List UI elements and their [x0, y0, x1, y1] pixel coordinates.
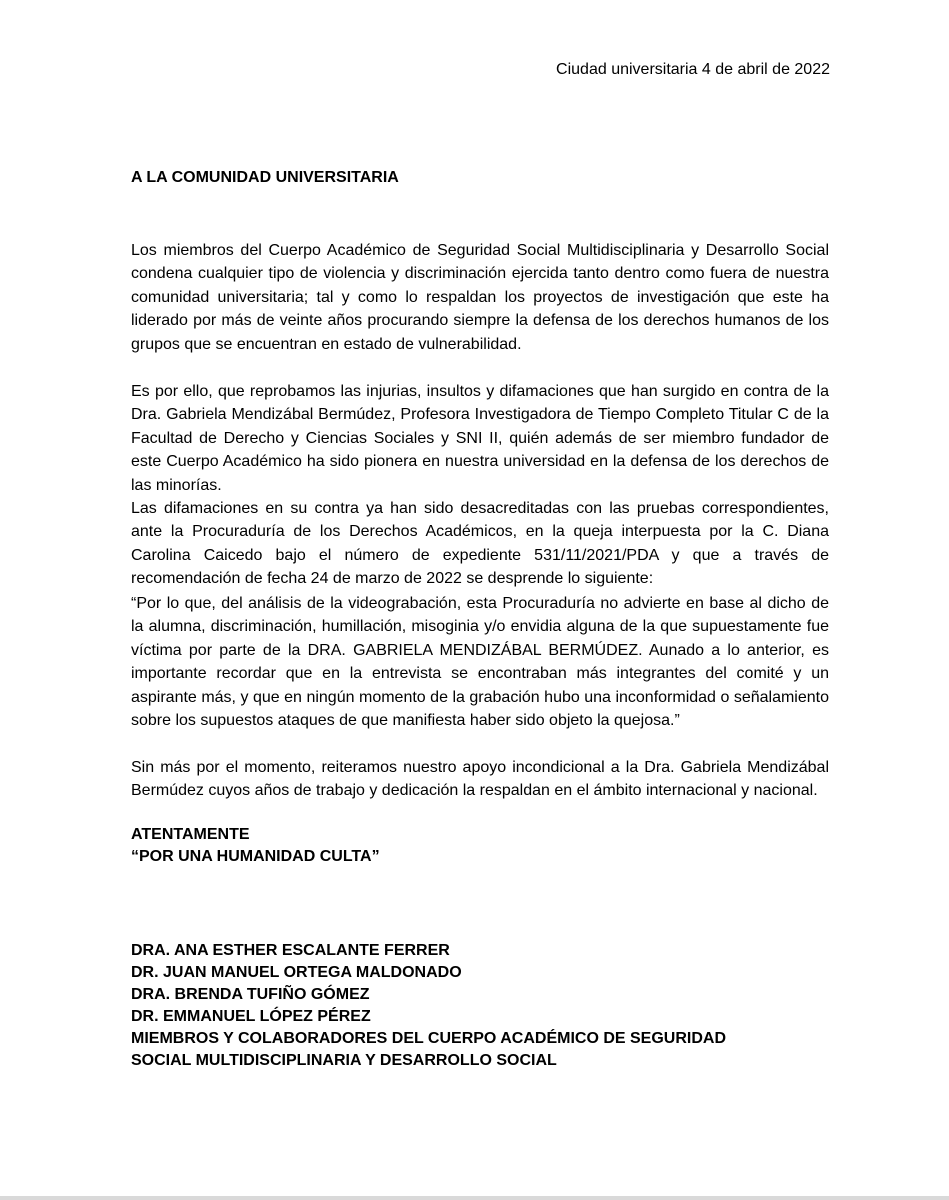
- closing-salutation: ATENTAMENTE: [131, 826, 250, 843]
- date-line: Ciudad universitaria 4 de abril de 2022: [556, 61, 830, 78]
- paragraph-text: Las difamaciones en su contra ya han sido desacreditadas con las pruebas correspondientes, ante la Procuraduría de los Derechos Académicos, en la queja interpuesta por la C. Diana Carolina Caicedo bajo el número de expediente 531/11/2021/PDA y que a través de recomendación de fecha 24 de marzo de 2022 se desprende lo siguiente:: [131, 500, 829, 588]
- signatory-line: DR. JUAN MANUEL ORTEGA MALDONADO: [131, 964, 462, 981]
- closing-motto: “POR UNA HUMANIDAD CULTA”: [131, 848, 380, 865]
- paragraph-text: Sin más por el momento, reiteramos nuestro apoyo incondicional a la Dra. Gabriela Mendizábal Bermúdez cuyos años de trabajo y dedicación la respaldan en el ámbito internacional y nacional.: [131, 759, 829, 800]
- closing-block: [131, 824, 380, 868]
- page-bottom-border: [0, 1196, 949, 1200]
- signatories-block: [131, 940, 726, 1072]
- paragraph-quotation: [131, 592, 829, 732]
- signatory-line: DRA. BRENDA TUFIÑO GÓMEZ: [131, 986, 370, 1003]
- paragraph-reproach: [131, 380, 829, 591]
- signatory-line: SOCIAL MULTIDISCIPLINARIA Y DESARROLLO SOCIAL: [131, 1052, 557, 1069]
- paragraph-text: “Por lo que, del análisis de la videograbación, esta Procuraduría no advierte en base al dicho de la alumna, discriminación, humillación, misoginia y/o envidia alguna de la que supuestamente fue víctima por parte de la DRA. GABRIELA MENDIZÁBAL BERMÚDEZ. Aunado a lo anterior, es importante recordar que en la entrevista se encontraban más integrantes del comité y un aspirante más, y que en ningún momento de la grabación hubo una inconformidad o señalamiento sobre los supuestos ataques de que manifiesta haber sido objeto la quejosa.”: [131, 595, 829, 730]
- addressee-heading: A LA COMUNIDAD UNIVERSITARIA: [131, 169, 399, 186]
- signatory-line: MIEMBROS Y COLABORADORES DEL CUERPO ACADÉMICO DE SEGURIDAD: [131, 1030, 727, 1047]
- signatory-line: DRA. ANA ESTHER ESCALANTE FERRER: [131, 942, 450, 959]
- signatory-line: DR. EMMANUEL LÓPEZ PÉREZ: [131, 1008, 371, 1025]
- paragraph-condemnation: [131, 239, 829, 356]
- paragraph-text: Los miembros del Cuerpo Académico de Seguridad Social Multidisciplinaria y Desarrollo Social condena cualquier tipo de violencia y discriminación ejercida tanto dentro como fuera de nuestra comunidad universitaria; tal y como lo respaldan los proyectos de investigación que este ha liderado por más de veinte años procurando siempre la defensa de los derechos humanos de los grupos que se encuentran en estado de vulnerabilidad.: [131, 242, 829, 353]
- paragraph-support: [131, 756, 829, 803]
- paragraph-text: Es por ello, que reprobamos las injurias, insultos y difamaciones que han surgido en contra de la Dra. Gabriela Mendizábal Bermúdez, Profesora Investigadora de Tiempo Completo Titular C de la Facultad de Derecho y Ciencias Sociales y SNI II, quién además de ser miembro fundador de este Cuerpo Académico ha sido pionera en nuestra universidad en la defensa de los derechos de las minorías.: [131, 383, 829, 494]
